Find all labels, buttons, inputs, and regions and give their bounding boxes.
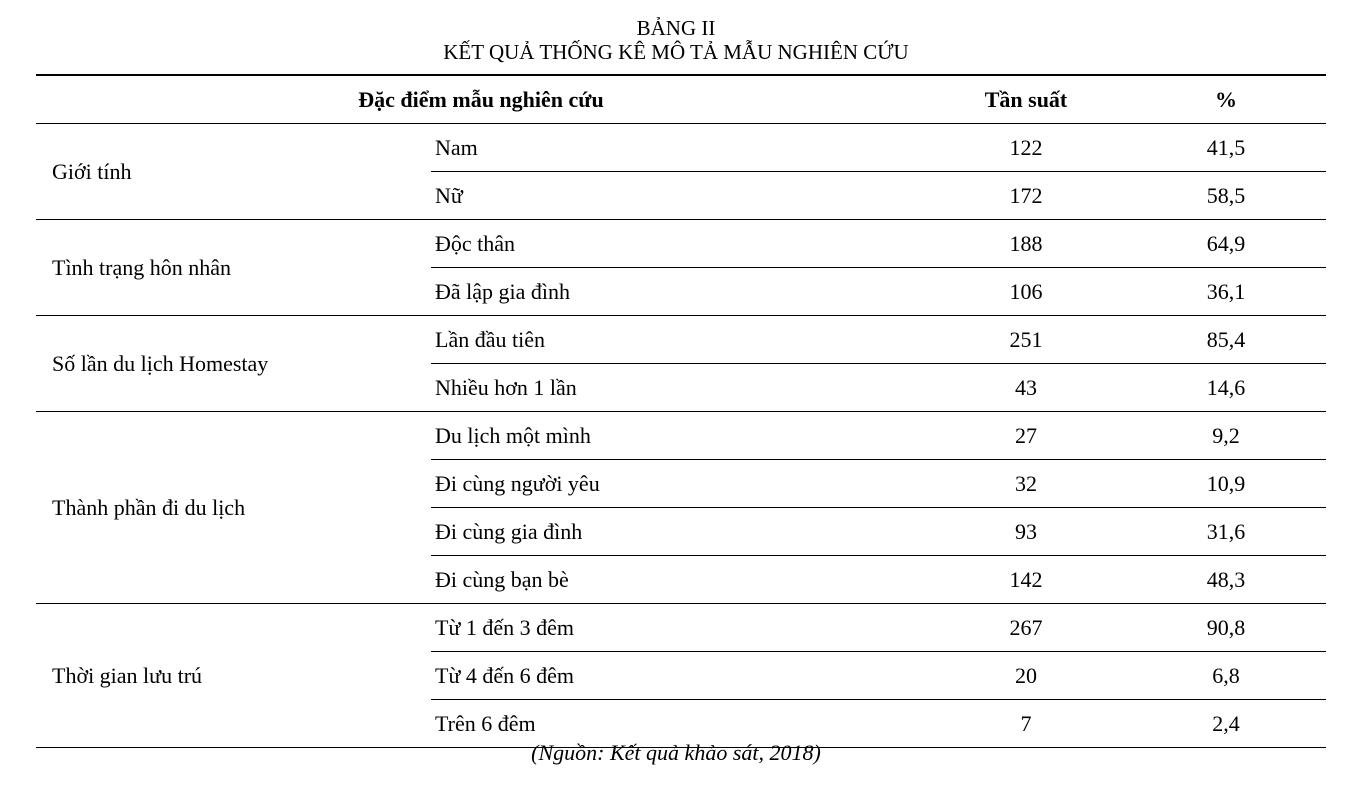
category-cell: Tình trạng hôn nhân [36, 220, 431, 316]
subcategory-cell: Đi cùng người yêu [431, 460, 926, 508]
subcategory-cell: Đi cùng bạn bè [431, 556, 926, 604]
category-cell: Thời gian lưu trú [36, 604, 431, 748]
frequency-cell: 93 [926, 508, 1126, 556]
percent-cell: 31,6 [1126, 508, 1326, 556]
table-caption: KẾT QUẢ THỐNG KÊ MÔ TẢ MẪU NGHIÊN CỨU [443, 40, 909, 64]
frequency-cell: 32 [926, 460, 1126, 508]
table-label: BẢNG II [636, 16, 716, 40]
table-row [36, 316, 1326, 364]
subcategory-cell: Từ 1 đến 3 đêm [431, 604, 926, 652]
subcategory-cell: Nhiều hơn 1 lần [431, 364, 926, 412]
subcategory-cell: Lần đầu tiên [431, 316, 926, 364]
table-source: (Nguồn: Kết quả khảo sát, 2018) [531, 740, 821, 765]
table-row [36, 220, 1326, 268]
subcategory-cell: Nam [431, 124, 926, 172]
header-percent: % [1126, 75, 1326, 124]
percent-cell: 2,4 [1126, 700, 1326, 748]
table-title-block [0, 16, 1352, 64]
percent-cell: 90,8 [1126, 604, 1326, 652]
frequency-cell: 251 [926, 316, 1126, 364]
percent-cell: 6,8 [1126, 652, 1326, 700]
frequency-cell: 142 [926, 556, 1126, 604]
table-body [36, 124, 1326, 748]
frequency-cell: 7 [926, 700, 1126, 748]
header-frequency: Tần suất [926, 75, 1126, 124]
header-characteristic: Đặc điểm mẫu nghiên cứu [36, 75, 926, 124]
subcategory-cell: Đi cùng gia đình [431, 508, 926, 556]
frequency-cell: 20 [926, 652, 1126, 700]
statistics-table [36, 74, 1326, 748]
percent-cell: 41,5 [1126, 124, 1326, 172]
table-row [36, 124, 1326, 172]
percent-cell: 9,2 [1126, 412, 1326, 460]
category-cell: Số lần du lịch Homestay [36, 316, 431, 412]
subcategory-cell: Du lịch một mình [431, 412, 926, 460]
percent-cell: 48,3 [1126, 556, 1326, 604]
frequency-cell: 122 [926, 124, 1126, 172]
category-cell: Giới tính [36, 124, 431, 220]
percent-cell: 14,6 [1126, 364, 1326, 412]
percent-cell: 10,9 [1126, 460, 1326, 508]
frequency-cell: 172 [926, 172, 1126, 220]
percent-cell: 64,9 [1126, 220, 1326, 268]
frequency-cell: 106 [926, 268, 1126, 316]
category-cell: Thành phần đi du lịch [36, 412, 431, 604]
subcategory-cell: Từ 4 đến 6 đêm [431, 652, 926, 700]
subcategory-cell: Đã lập gia đình [431, 268, 926, 316]
subcategory-cell: Trên 6 đêm [431, 700, 926, 748]
percent-cell: 58,5 [1126, 172, 1326, 220]
percent-cell: 85,4 [1126, 316, 1326, 364]
frequency-cell: 267 [926, 604, 1126, 652]
subcategory-cell: Nữ [431, 172, 926, 220]
frequency-cell: 43 [926, 364, 1126, 412]
percent-cell: 36,1 [1126, 268, 1326, 316]
frequency-cell: 188 [926, 220, 1126, 268]
table-row [36, 604, 1326, 652]
table-header-row [36, 75, 1326, 124]
table-row [36, 412, 1326, 460]
frequency-cell: 27 [926, 412, 1126, 460]
subcategory-cell: Độc thân [431, 220, 926, 268]
